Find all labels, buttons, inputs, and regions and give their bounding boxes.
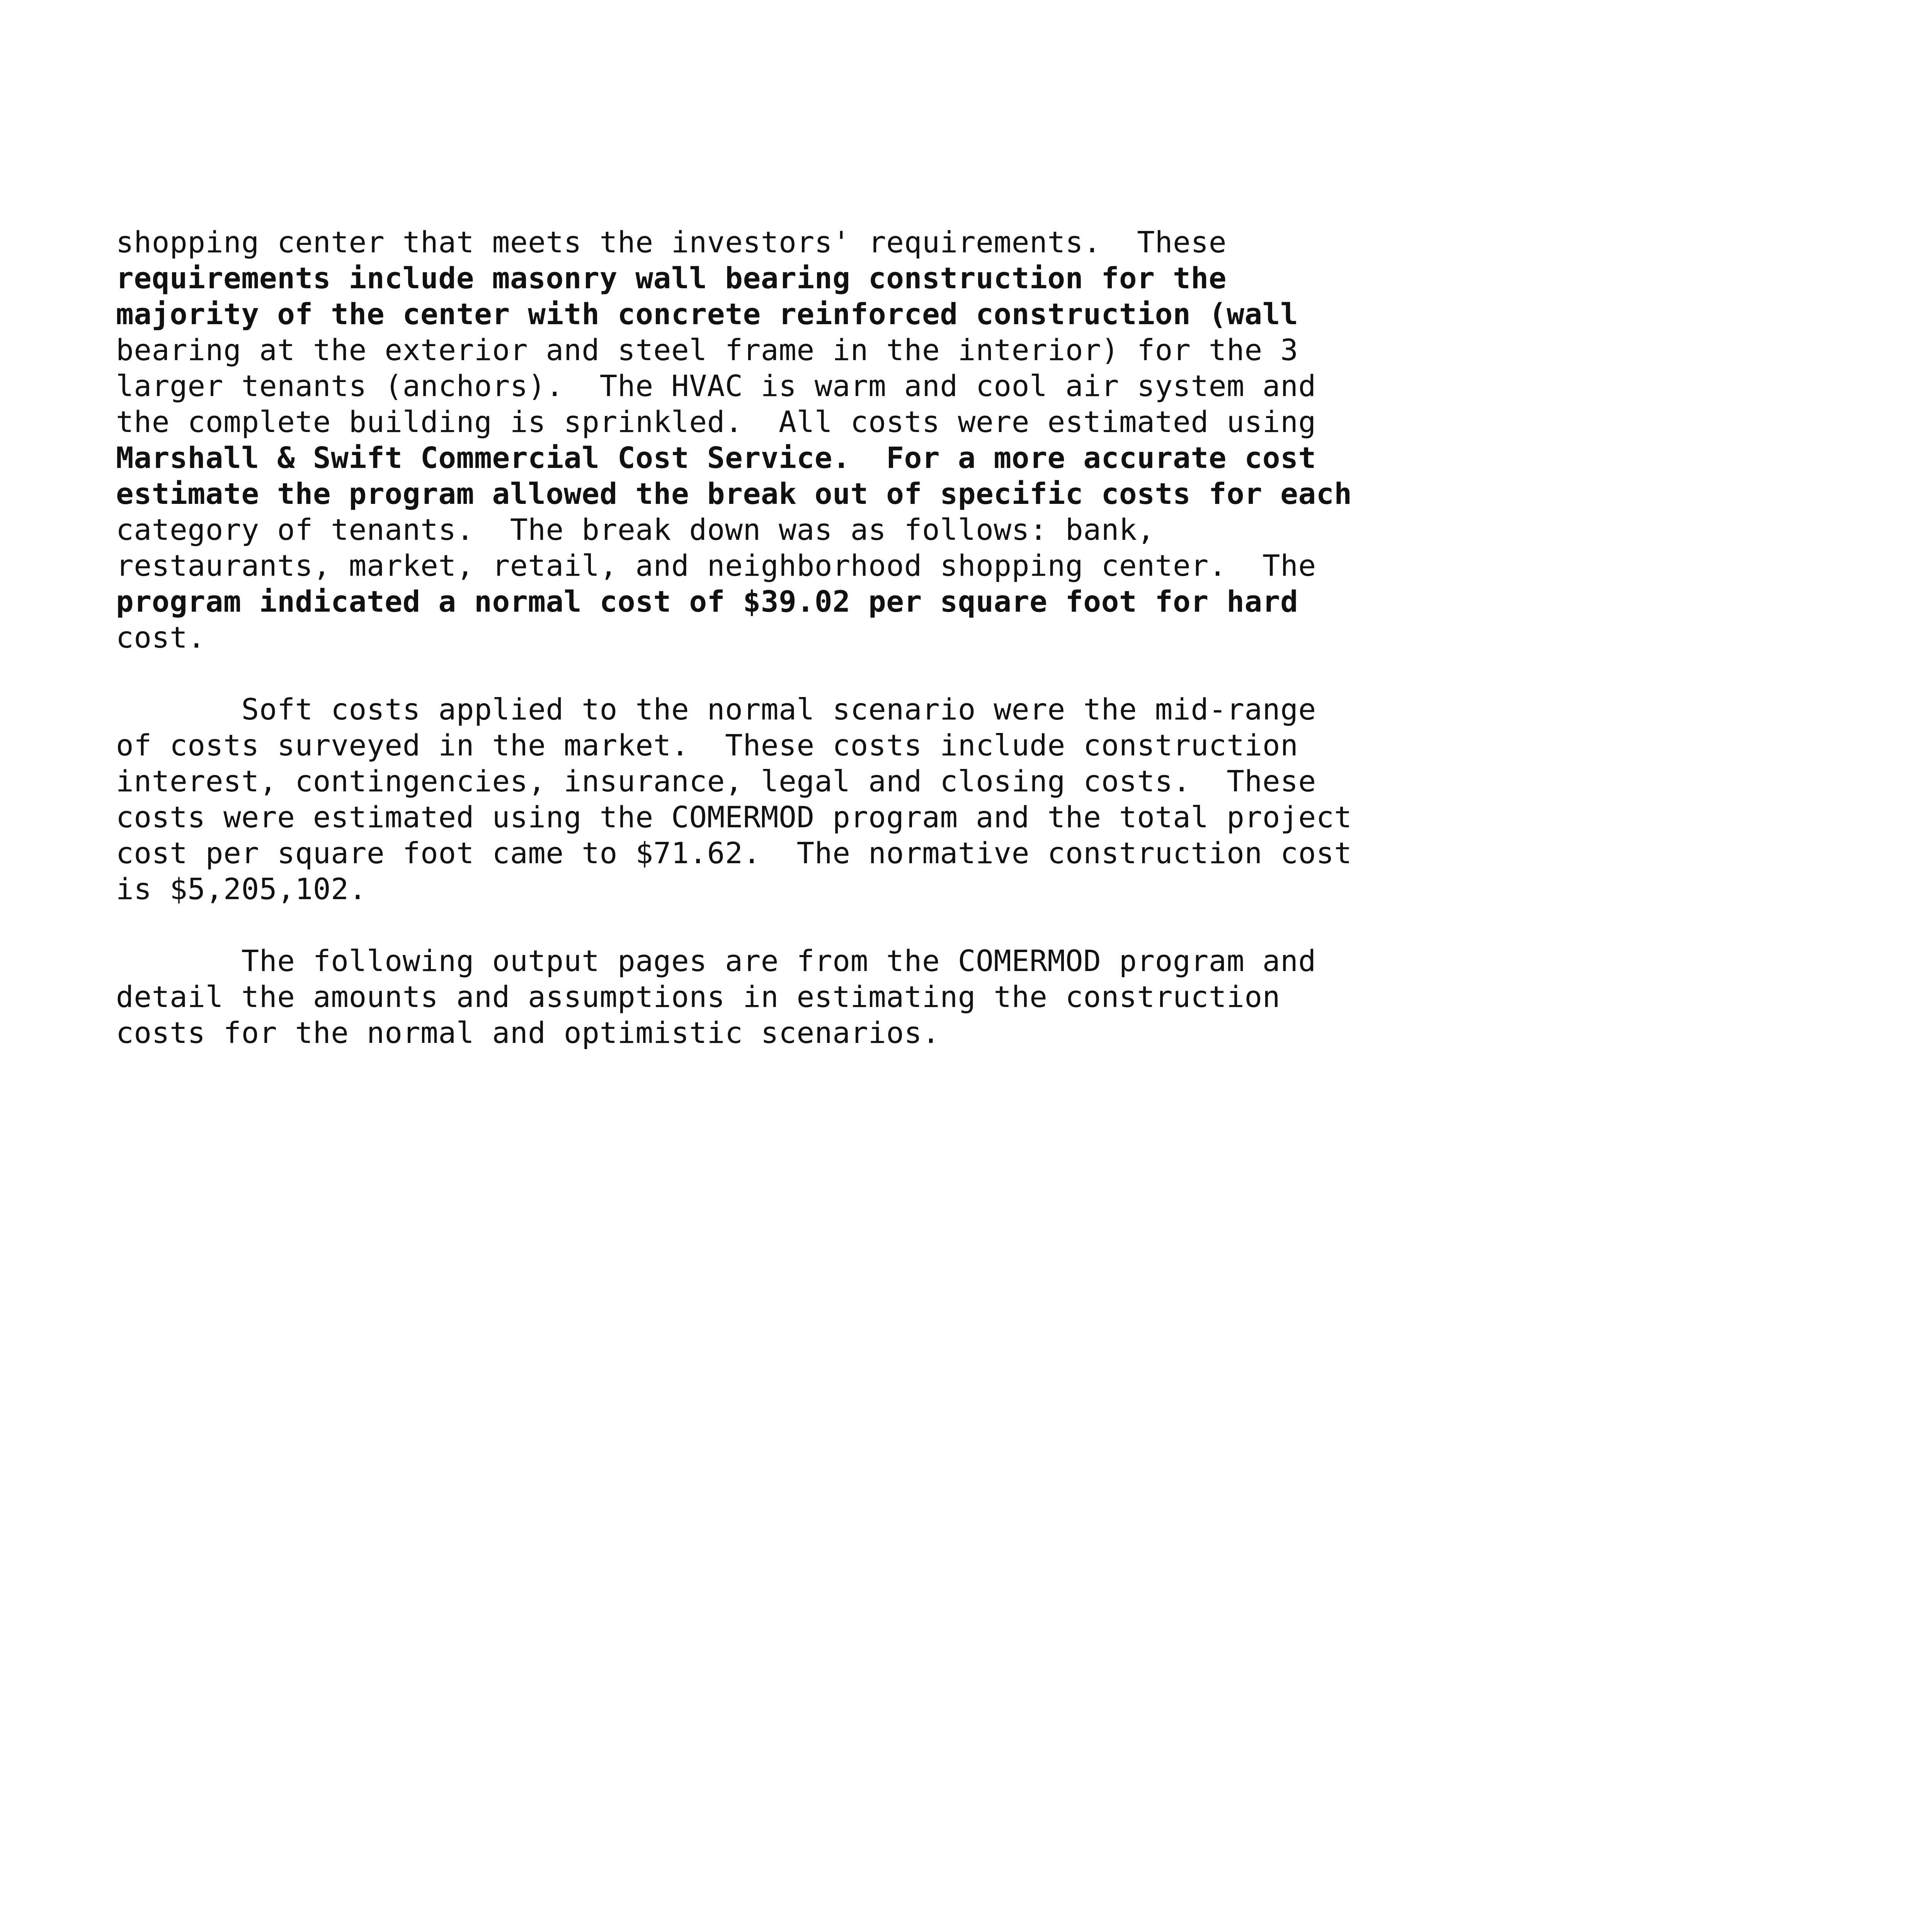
text-line: cost per square foot came to $71.62. The normative construction cost (116, 836, 1352, 870)
text-line: bearing at the exterior and steel frame in the interior) for the 3 (116, 333, 1298, 367)
text-line: estimate the program allowed the break out of specific costs for each (116, 476, 1352, 511)
text-line: detail the amounts and assumptions in estimating the construction (116, 980, 1281, 1014)
text-line: is $5,205,102. (116, 872, 367, 906)
text-line: Marshall & Swift Commercial Cost Service. For a more accurate cost (116, 440, 1316, 475)
text-line: The following output pages are from the COMERMOD program and (116, 944, 1316, 978)
text-line: category of tenants. The break down was as follows: bank, (116, 512, 1155, 547)
text-line: program indicated a normal cost of $39.02 per square foot for hard (116, 584, 1298, 619)
text-line: Soft costs applied to the normal scenario were the mid-range (116, 692, 1316, 726)
text-line: costs for the normal and optimistic scenarios. (116, 1015, 940, 1050)
body-text (116, 224, 1685, 1087)
text-line: costs were estimated using the COMERMOD program and the total project (116, 800, 1352, 834)
text-line: of costs surveyed in the market. These costs include construction (116, 728, 1298, 762)
text-line: restaurants, market, retail, and neighborhood shopping center. The (116, 548, 1316, 583)
text-line: the complete building is sprinkled. All costs were estimated using (116, 405, 1316, 439)
paragraph-soft-costs (116, 691, 1685, 907)
text-line: shopping center that meets the investors' requirements. These (116, 225, 1227, 259)
text-line: cost. (116, 620, 206, 655)
text-line: majority of the center with concrete reinforced construction (wall (116, 297, 1298, 331)
text-line: larger tenants (anchors). The HVAC is warm and cool air system and (116, 369, 1316, 403)
text-line: requirements include masonry wall bearing construction for the (116, 261, 1227, 295)
text-line: interest, contingencies, insurance, legal and closing costs. These (116, 764, 1316, 798)
paragraph-construction-requirements (116, 224, 1685, 655)
paragraph-output-pages (116, 943, 1685, 1051)
